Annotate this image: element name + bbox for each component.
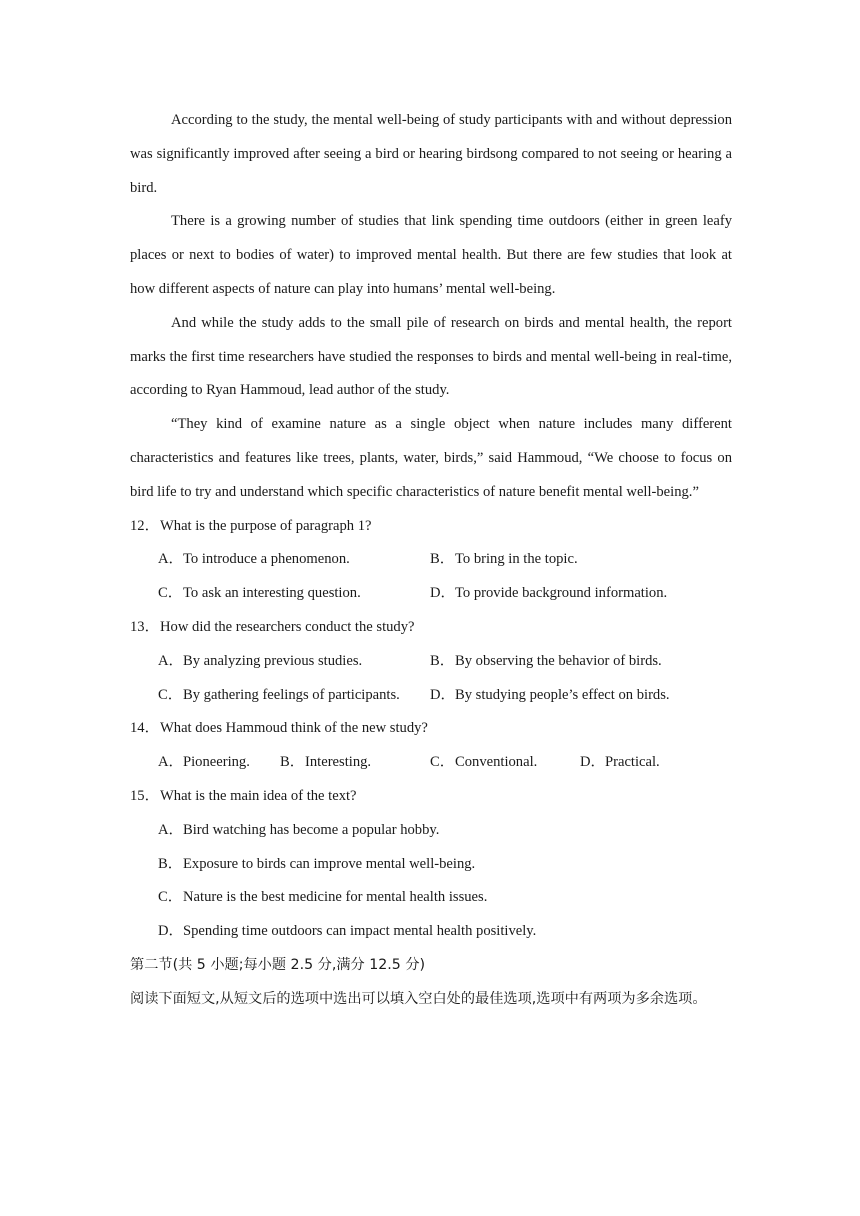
- question-number: 13．: [130, 618, 160, 635]
- question-number: 15．: [130, 787, 160, 804]
- option-c[interactable]: C．Conventional.: [430, 754, 538, 771]
- option-d[interactable]: D．Practical.: [580, 754, 660, 771]
- option-a[interactable]: A．Pioneering.: [158, 754, 250, 771]
- question-14: [130, 712, 732, 780]
- option-c[interactable]: C．Nature is the best medicine for mental health issues.: [158, 889, 488, 906]
- question-number: 12．: [130, 517, 160, 534]
- option-a[interactable]: A．To introduce a phenomenon.: [158, 551, 350, 568]
- option-a[interactable]: A．By analyzing previous studies.: [158, 652, 363, 669]
- options-row: [130, 679, 732, 713]
- option-a[interactable]: A．Bird watching has become a popular hobby.: [158, 821, 440, 838]
- option-c[interactable]: C．By gathering feelings of participants.: [158, 686, 400, 703]
- question-text: What is the main idea of the text?: [160, 787, 357, 804]
- passage-paragraph-1: According to the study, the mental well-being of study participants with and without depression was significantly improved after seeing a bird or hearing birdsong compared to not seeing or hearing a bird.: [130, 112, 732, 196]
- options-row: [130, 577, 732, 611]
- question-12: [130, 510, 732, 611]
- options-row: [130, 543, 732, 577]
- passage-paragraph-3: And while the study adds to the small pile of research on birds and mental health, the report marks the first time researchers have studied the responses to birds and mental well-being in real-time, according to Ryan Hammoud, lead author of the study.: [130, 314, 732, 399]
- page-content: [130, 104, 732, 1017]
- question-15: [130, 780, 732, 949]
- option-b[interactable]: B．Exposure to birds can improve mental well-being.: [158, 855, 476, 872]
- question-number: 14．: [130, 720, 160, 737]
- option-b[interactable]: B．To bring in the topic.: [430, 551, 578, 568]
- option-d[interactable]: D．By studying people’s effect on birds.: [430, 686, 670, 703]
- question-text: How did the researchers conduct the study?: [160, 618, 415, 635]
- options-row: [130, 746, 732, 780]
- option-b[interactable]: B．By observing the behavior of birds.: [430, 652, 662, 669]
- section-heading: 第二节(共 5 小题;每小题 2.5 分,满分 12.5 分): [130, 956, 426, 973]
- option-c[interactable]: C．To ask an interesting question.: [158, 585, 361, 602]
- question-13: [130, 611, 732, 712]
- section-instruction: 阅读下面短文,从短文后的选项中选出可以填入空白处的最佳选项,选项中有两项为多余选项。: [130, 990, 707, 1007]
- passage-paragraph-2: There is a growing number of studies that link spending time outdoors (either in green leafy places or next to bodies of water) to improved mental health. But there are few studies that look at how different aspects of nature can play into humans’ mental well-being.: [130, 213, 732, 297]
- option-d[interactable]: D．Spending time outdoors can impact mental health positively.: [158, 923, 537, 940]
- question-text: What is the purpose of paragraph 1?: [160, 517, 372, 534]
- options-row: [130, 645, 732, 679]
- question-text: What does Hammoud think of the new study?: [160, 720, 428, 737]
- option-d[interactable]: D．To provide background information.: [430, 585, 668, 602]
- passage-paragraph-4: “They kind of examine nature as a single object when nature includes many different characteristics and features like trees, plants, water, birds,” said Hammoud, “We choose to focus on bird life to try and understand which specific characteristics of nature benefit mental well-being.”: [130, 416, 732, 500]
- option-b[interactable]: B．Interesting.: [280, 754, 372, 771]
